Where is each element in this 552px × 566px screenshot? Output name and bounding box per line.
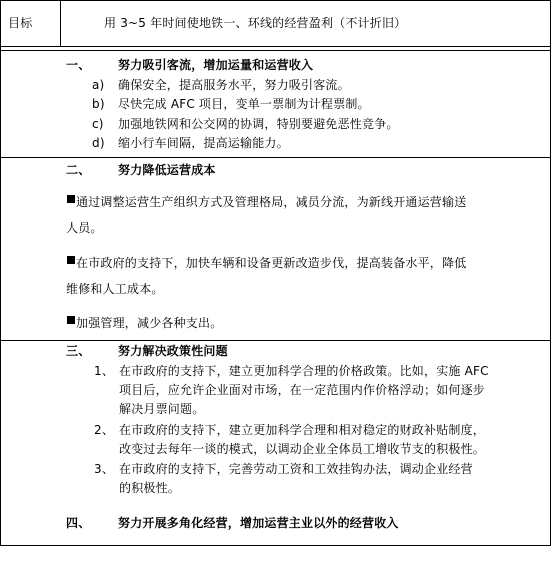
section3-item-text: 解决月票问题。	[119, 402, 205, 416]
bullet-square-icon	[67, 256, 75, 264]
section4-number: 四、	[66, 516, 91, 530]
section1-item-marker: b)	[92, 97, 105, 111]
section3-item-marker: 2、	[94, 423, 115, 437]
section2-title: 努力降低运营成本	[118, 163, 216, 177]
section1-item-text: 尽快完成 AFC 项目，变单一票制为计程票制。	[118, 97, 370, 111]
row-divider-2	[0, 50, 551, 51]
row-divider-1	[0, 46, 551, 47]
section3-item-text: 的积极性。	[119, 481, 181, 495]
header-divider	[60, 0, 61, 46]
table-bottom-border	[0, 545, 551, 546]
section2-item-text: 在市政府的支持下，加快车辆和设备更新改造步伐，提高装备水平，降低	[76, 256, 467, 270]
section3-item-marker: 1、	[94, 364, 115, 378]
table-left-border	[0, 0, 1, 545]
section1-item-text: 缩小行车间隔，提高运输能力。	[118, 136, 289, 150]
bullet-square-icon	[67, 195, 75, 203]
row-divider-4	[0, 340, 551, 341]
section3-item-text: 项目后，应允许企业面对市场，在一定范围内作价格浮动；如何逐步	[119, 383, 486, 397]
section2-number: 二、	[66, 163, 91, 177]
section1-number: 一、	[66, 58, 91, 72]
table-right-border	[550, 0, 551, 545]
section2-item-text: 维修和人工成本。	[66, 282, 164, 296]
section1-item-marker: d)	[92, 136, 105, 150]
section2-item-text: 人员。	[66, 221, 103, 235]
section3-item-text: 在市政府的支持下，建立更加科学合理的价格政策。比如，实施 AFC	[119, 364, 489, 378]
section1-item-text: 确保安全，提高服务水平，努力吸引客流。	[118, 78, 350, 92]
section1-item-text: 加强地铁网和公交网的协调，特别要避免恶性竞争。	[118, 117, 399, 131]
section3-item-text: 改变过去每年一谈的模式，以调动企业全体员工增收节支的积极性。	[119, 442, 486, 456]
section2-item-text: 通过调整运营生产组织方式及管理格局，减员分流，为新线开通运营输送	[76, 195, 467, 209]
section3-title: 努力解决政策性问题	[118, 344, 228, 358]
row-divider-3	[0, 157, 551, 158]
section3-item-marker: 3、	[94, 462, 115, 476]
table-top-border	[0, 0, 551, 1]
section2-item-text: 加强管理，减少各种支出。	[76, 316, 223, 330]
section3-item-text: 在市政府的支持下，建立更加科学合理和相对稳定的财政补贴制度，	[119, 423, 486, 437]
section1-item-marker: a)	[92, 78, 105, 92]
goal-text: 用 3~5 年时间使地铁一、环线的经营盈利（不计折旧）	[104, 16, 407, 30]
bullet-square-icon	[67, 316, 75, 324]
goal-label: 目标	[8, 16, 33, 30]
section4-title: 努力开展多角化经营，增加运营主业以外的经营收入	[118, 516, 399, 530]
section3-item-text: 在市政府的支持下，完善劳动工资和工效挂钩办法，调动企业经营	[119, 462, 473, 476]
section1-item-marker: c)	[92, 117, 104, 131]
section1-title: 努力吸引客流，增加运量和运营收入	[118, 58, 314, 72]
section3-number: 三、	[66, 344, 91, 358]
